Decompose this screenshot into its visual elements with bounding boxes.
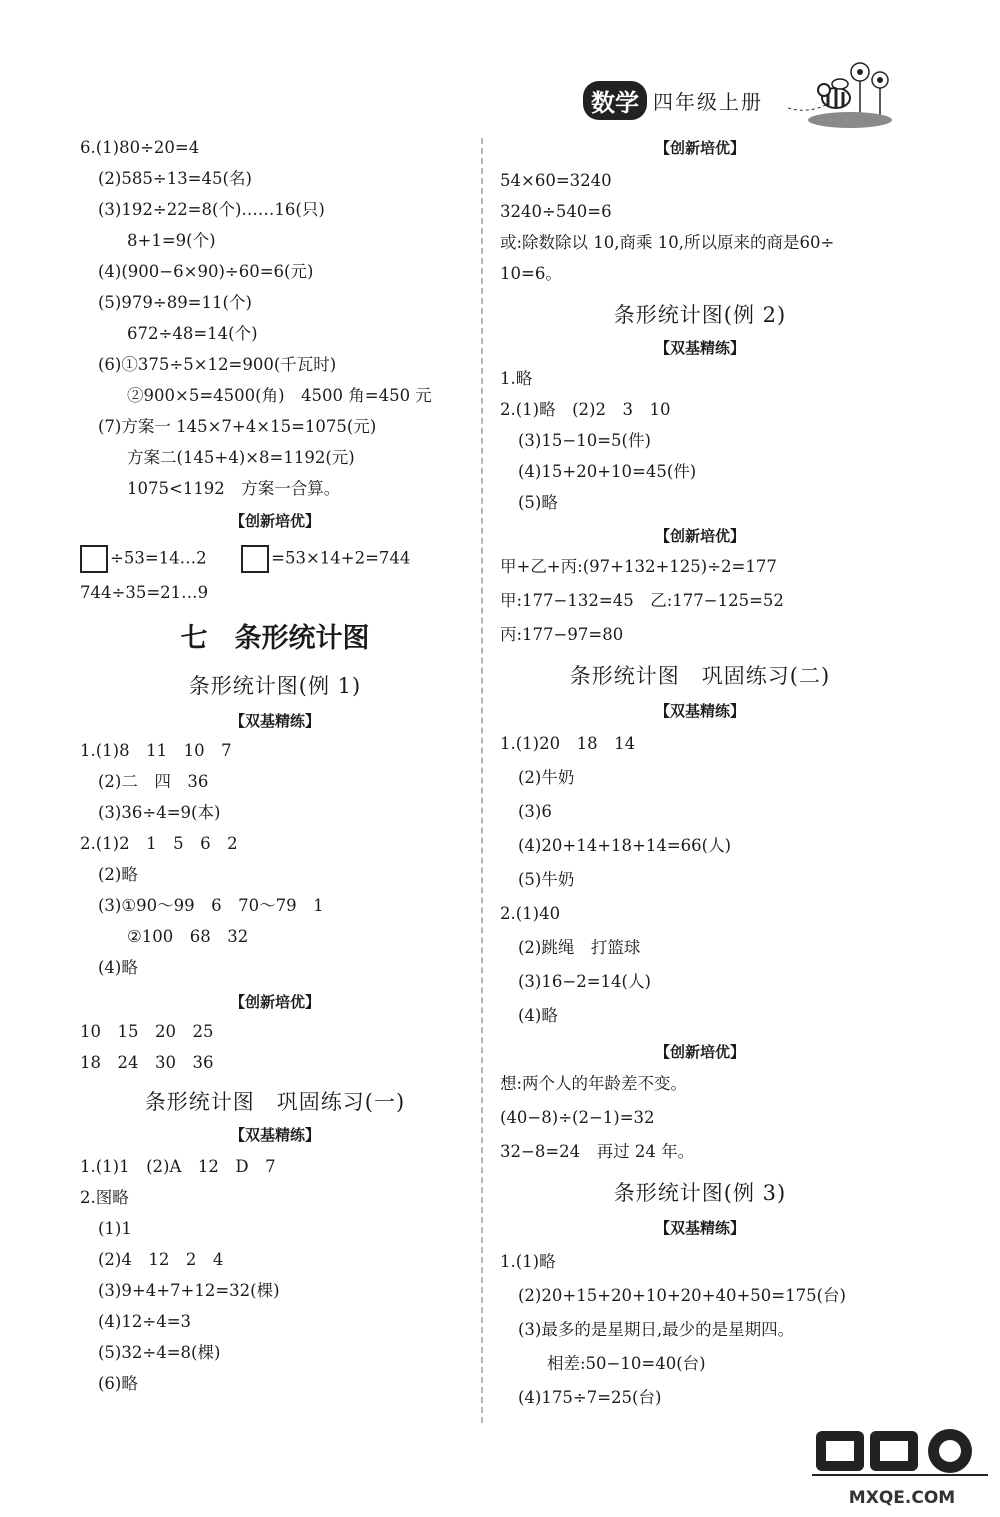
answer-line: 6.(1)80÷20=4: [80, 138, 200, 157]
right-column: [500, 136, 900, 1420]
answer-line: 相差:50−10=40(台): [547, 1354, 706, 1373]
answer-line: 2.(1)2 1 5 6 2: [80, 834, 238, 853]
answer-line: 方案二(145+4)×8=1192(元): [127, 448, 355, 467]
answer-line: 1.(1)8 11 10 7: [80, 741, 232, 760]
answer-line: (2)4 12 2 4: [98, 1250, 224, 1269]
answer-line: 1.(1)20 18 14: [500, 734, 636, 753]
box-equation-line: ÷53=14…2 =53×14+2=744: [80, 545, 470, 581]
answer-line: (4)175÷7=25(台): [518, 1388, 662, 1407]
answer-line: (3)6: [518, 802, 552, 821]
section-heading: 【双基精练】: [654, 1219, 745, 1237]
answer-line: (5)略: [518, 493, 558, 512]
answer-line: (3)9+4+7+12=32(棵): [98, 1281, 280, 1300]
answer-line: ②100 68 32: [127, 927, 249, 946]
subsection-title: 条形统计图 巩固练习(一): [144, 1090, 406, 1114]
answer-line: 想:两个人的年龄差不变。: [500, 1074, 688, 1093]
blank-box: [241, 545, 269, 573]
answer-line: 1075<1192 方案一合算。: [127, 479, 341, 498]
answer-line: (2)牛奶: [518, 768, 575, 787]
answer-line: (4)12÷4=3: [98, 1312, 192, 1331]
answer-line: (7)方案一 145×7+4×15=1075(元): [98, 417, 377, 436]
answer-line: 18 24 30 36: [80, 1053, 214, 1072]
answer-line: (3)最多的是星期日,最少的是星期四。: [518, 1320, 795, 1339]
answer-line: 3240÷540=6: [500, 202, 612, 221]
grade-label: 四年级上册: [653, 89, 763, 114]
section-heading: 【双基精练】: [229, 712, 320, 730]
answer-line: (2)跳绳 打篮球: [518, 938, 641, 957]
answer-line: 或:除数除以 10,商乘 10,所以原来的商是60÷: [500, 233, 835, 252]
section-heading: 【创新培优】: [654, 1043, 745, 1061]
answer-line: (4)略: [518, 1006, 558, 1025]
section-heading: 【创新培优】: [654, 527, 745, 545]
answer-line: (40−8)÷(2−1)=32: [500, 1108, 655, 1127]
section-heading: 【创新培优】: [654, 139, 745, 157]
answer-line: 甲+乙+丙:(97+132+125)÷2=177: [500, 557, 777, 576]
subsection-title: 条形统计图 巩固练习(二): [569, 664, 831, 688]
answer-line: (2)585÷13=45(名): [98, 169, 252, 188]
answer-line: 甲:177−132=45 乙:177−125=52: [500, 591, 784, 610]
section-heading: 【双基精练】: [654, 339, 745, 357]
answer-line: (4)略: [98, 958, 138, 977]
subsection-title: 条形统计图(例 2): [613, 303, 787, 327]
answer-line: (4)(900−6×90)÷60=6(元): [98, 262, 314, 281]
answer-line: 2.图略: [80, 1188, 129, 1207]
answer-line: 672÷48=14(个): [127, 324, 258, 343]
answer-line: 2.(1)略 (2)2 3 10: [500, 400, 671, 419]
answer-line: 32−8=24 再过 24 年。: [500, 1142, 695, 1161]
answer-line: (6)①375÷5×12=900(千瓦时): [98, 355, 337, 374]
answer-line: (5)32÷4=8(棵): [98, 1343, 221, 1362]
answer-line: (6)略: [98, 1374, 138, 1393]
answer-line: 2.(1)40: [500, 904, 561, 923]
subsection-title: 条形统计图(例 3): [613, 1181, 787, 1205]
column-divider: [481, 138, 483, 1423]
chapter-title: 七 条形统计图: [180, 623, 370, 654]
left-column: [80, 136, 470, 1403]
answer-line: (4)20+14+18+14=66(人): [518, 836, 732, 855]
answer-line: 744÷35=21…9: [80, 583, 209, 602]
section-heading: 【双基精练】: [654, 702, 745, 720]
answer-line: (4)15+20+10=45(件): [518, 462, 697, 481]
subsection-title: 条形统计图(例 1): [188, 674, 362, 698]
answer-line: (2)略: [98, 865, 138, 884]
answer-line: (1)1: [98, 1219, 132, 1238]
answer-line: 54×60=3240: [500, 171, 612, 190]
section-heading: 【创新培优】: [229, 512, 320, 530]
answer-line: 1.(1)1 (2)A 12 D 7: [80, 1157, 276, 1176]
answer-line: ②900×5=4500(角) 4500 角=450 元: [127, 386, 432, 405]
blank-box: [80, 545, 108, 573]
answer-line: (3)15−10=5(件): [518, 431, 651, 450]
section-heading: 【创新培优】: [229, 993, 320, 1011]
answer-line: 1.(1)略: [500, 1252, 556, 1271]
answer-line: (3)16−2=14(人): [518, 972, 651, 991]
header-badge: [583, 82, 763, 118]
answer-line: 10=6。: [500, 264, 562, 283]
answer-line: 1.略: [500, 369, 533, 388]
answer-line: (2)20+15+20+10+20+40+50=175(台): [518, 1286, 846, 1305]
answer-line: 丙:177−97=80: [500, 625, 624, 644]
answer-line: 10 15 20 25: [80, 1022, 214, 1041]
answer-line: 8+1=9(个): [127, 231, 216, 250]
answer-line: (3)192÷22=8(个)……16(只): [98, 200, 325, 219]
answer-line: (5)979÷89=11(个): [98, 293, 252, 312]
svg-text:MXQE.COM: MXQE.COM: [848, 1488, 956, 1508]
section-heading: 【双基精练】: [229, 1126, 320, 1144]
bee-flower-decoration-icon: [788, 50, 898, 130]
answer-circle-watermark-logo: [812, 1423, 992, 1513]
subject-label: 数学: [583, 81, 647, 120]
answer-line: (5)牛奶: [518, 870, 575, 889]
answer-line: (3)36÷4=9(本): [98, 803, 221, 822]
answer-line: (3)①90～99 6 70～79 1: [98, 896, 324, 915]
answer-line: (2)二 四 36: [98, 772, 209, 791]
